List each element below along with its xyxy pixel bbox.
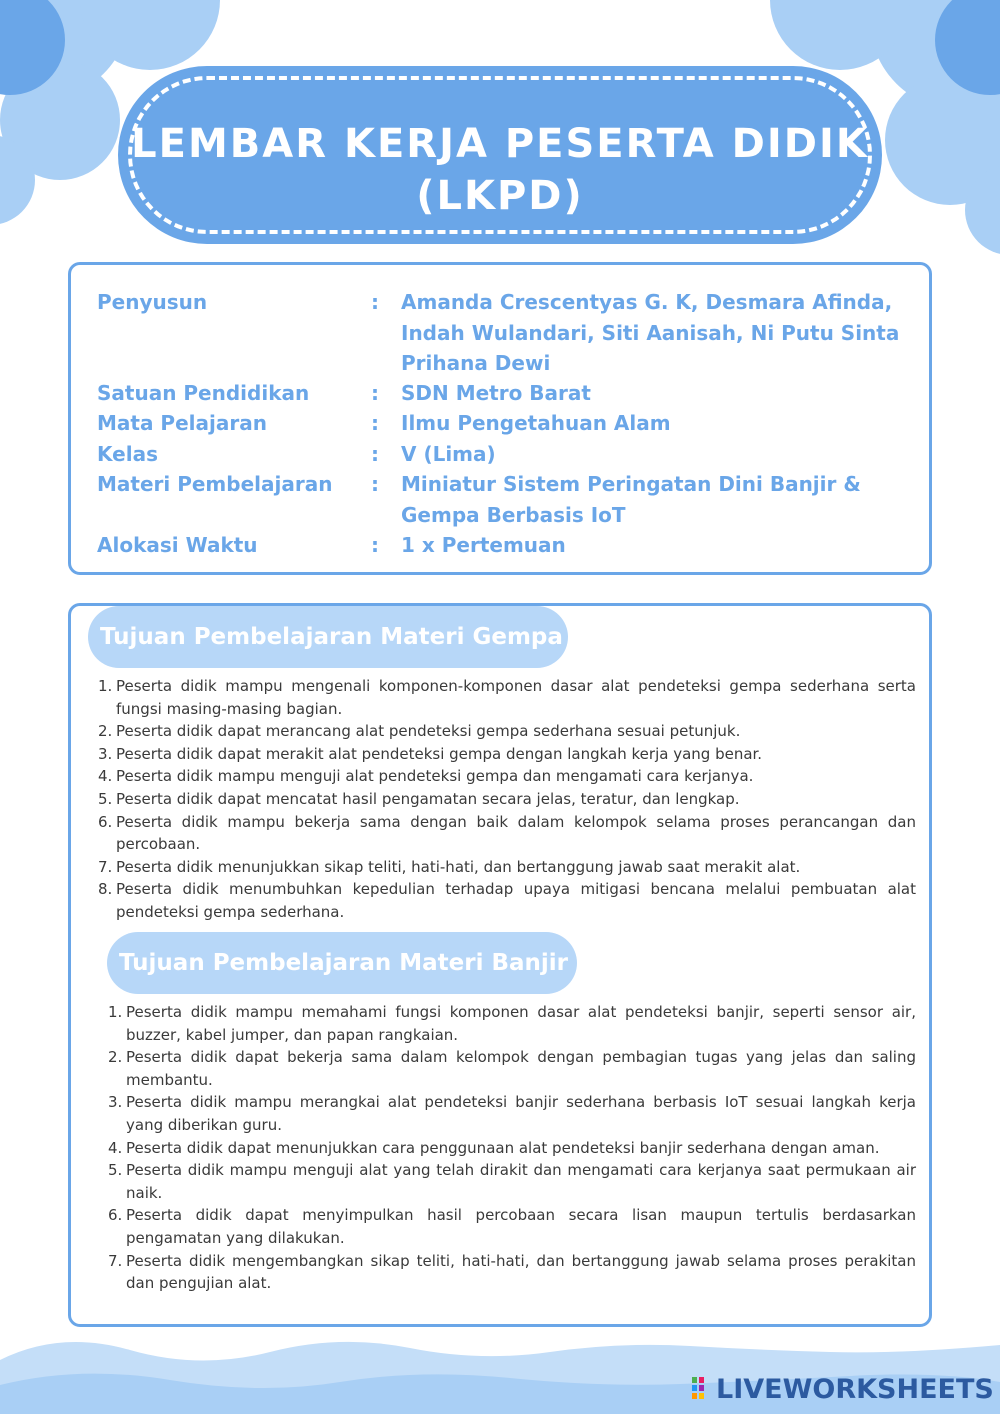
- liveworksheets-brand[interactable]: [692, 1372, 994, 1406]
- list-item-number: 3.: [98, 744, 113, 763]
- info-colon: :: [371, 381, 379, 405]
- info-value: Miniatur Sistem Peringatan Dini Banjir & Gempa Berbasis IoT: [401, 472, 861, 527]
- list-item: [108, 1091, 916, 1136]
- info-value: 1 x Pertemuan: [401, 533, 566, 557]
- list-item-number: 4.: [108, 1138, 123, 1157]
- list-item-number: 5.: [108, 1161, 123, 1180]
- list-item-text: Peserta didik menunjukkan sikap teliti, hati-hati, dan bertanggung jawab saat merakit alat.: [116, 857, 801, 876]
- list-item-number: 1.: [108, 1003, 123, 1021]
- info-colon: :: [371, 411, 379, 435]
- list-item-text: Peserta didik mampu menguji alat yang telah dirakit dan mengamati cara kerjanya saat permukaan air naik.: [126, 1161, 916, 1202]
- list-item-text: Peserta didik mengembangkan sikap teliti, hati-hati, dan bertanggung jawab selama proses perakitan dan pengujian alat.: [126, 1251, 916, 1293]
- info-label: Penyusun: [97, 290, 208, 314]
- list-item: [108, 1137, 916, 1160]
- info-colon: :: [371, 442, 379, 466]
- liveworksheets-logo-icon: [692, 1375, 712, 1403]
- list-item-text: Peserta didik dapat bekerja sama dalam kelompok dengan pembagian tugas yang jelas dan saling membantu.: [126, 1048, 916, 1089]
- list-item-number: 7.: [108, 1251, 123, 1270]
- list-item-text: Peserta didik dapat menunjukkan cara penggunaan alat pendeteksi banjir sederhana dengan aman.: [126, 1138, 880, 1157]
- list-item: [98, 856, 916, 879]
- list-item: [98, 720, 916, 743]
- info-value: Amanda Crescentyas G. K, Desmara Afinda, Indah Wulandari, Siti Aanisah, Ni Putu Sinta Prihana Dewi: [401, 290, 900, 375]
- list-item: [108, 1159, 916, 1204]
- list-item: [108, 1250, 916, 1295]
- list-item-number: 6.: [108, 1206, 123, 1225]
- list-item-text: Peserta didik mampu bekerja sama dengan baik dalam kelompok selama proses perancangan dan percobaan.: [116, 812, 916, 854]
- info-label: Kelas: [97, 442, 158, 466]
- list-item: [98, 765, 916, 788]
- list-item-number: 8.: [98, 880, 113, 899]
- list-item-text: Peserta didik dapat merakit alat pendeteksi gempa dengan langkah kerja yang benar.: [116, 744, 763, 763]
- list-item-number: 3.: [108, 1093, 123, 1112]
- info-value: SDN Metro Barat: [401, 381, 591, 405]
- list-item-text: Peserta didik menumbuhkan kepedulian terhadap upaya mitigasi bencana melalui pembuatan alat pendeteksi gempa sederhana.: [116, 880, 916, 921]
- banjir-goals-list: [108, 1001, 916, 1295]
- list-item-number: 5.: [98, 789, 113, 808]
- list-item: [98, 788, 916, 811]
- info-label: Alokasi Waktu: [97, 533, 258, 557]
- info-label: Materi Pembelajaran: [97, 472, 333, 496]
- info-colon: :: [371, 472, 379, 496]
- info-value: V (Lima): [401, 442, 496, 466]
- info-colon: :: [371, 290, 379, 314]
- list-item-number: 2.: [108, 1048, 123, 1067]
- page-title-line2: (LKPD): [416, 173, 584, 219]
- info-colon: :: [371, 533, 379, 557]
- list-item: [98, 675, 916, 720]
- list-item: [98, 743, 916, 766]
- list-item-number: 2.: [98, 722, 113, 741]
- list-item-text: Peserta didik dapat merancang alat pendeteksi gempa sederhana sesuai petunjuk.: [116, 722, 741, 741]
- info-value: Ilmu Pengetahuan Alam: [401, 411, 671, 435]
- list-item-text: Peserta didik mampu memahami fungsi komponen dasar alat pendeteksi banjir, seperti sensor air, buzzer, kabel jumper, dan papan rangkaian.: [126, 1003, 916, 1044]
- list-item: [98, 811, 916, 856]
- page-title-line1: LEMBAR KERJA PESERTA DIDIK: [131, 121, 869, 167]
- list-item-number: 6.: [98, 812, 113, 831]
- page-title: [118, 118, 882, 222]
- list-item: [108, 1204, 916, 1249]
- list-item-number: 4.: [98, 767, 113, 786]
- list-item-text: Peserta didik dapat mencatat hasil pengamatan secara jelas, teratur, dan lengkap.: [116, 789, 740, 808]
- list-item-text: Peserta didik mampu menguji alat pendeteksi gempa dan mengamati cara kerjanya.: [116, 767, 754, 786]
- list-item-number: 7.: [98, 857, 113, 876]
- list-item-number: 1.: [98, 677, 113, 695]
- list-item-text: Peserta didik mampu merangkai alat pendeteksi banjir sederhana berbasis IoT sesuai langkah kerja yang diberikan guru.: [126, 1093, 916, 1134]
- banjir-heading: Tujuan Pembelajaran Materi Banjir: [107, 932, 577, 994]
- list-item: [108, 1001, 916, 1046]
- list-item: [108, 1046, 916, 1091]
- info-label: Satuan Pendidikan: [97, 381, 310, 405]
- gempa-goals-list: [98, 675, 916, 924]
- list-item-text: Peserta didik dapat menyimpulkan hasil percobaan secara lisan maupun tertulis berdasarkan pengamatan yang dilakukan.: [126, 1206, 916, 1247]
- info-label: Mata Pelajaran: [97, 411, 267, 435]
- list-item-text: Peserta didik mampu mengenali komponen-komponen dasar alat pendeteksi gempa sederhana serta fungsi masing-masing bagian.: [116, 677, 916, 718]
- list-item: [98, 878, 916, 923]
- liveworksheets-text: LIVEWORKSHEETS: [716, 1373, 994, 1405]
- gempa-heading: Tujuan Pembelajaran Materi Gempa: [88, 606, 568, 668]
